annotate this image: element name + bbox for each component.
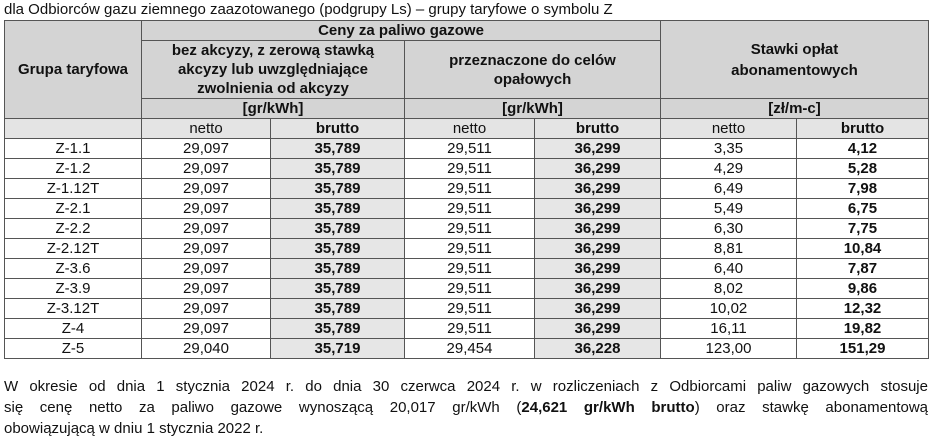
cell-netto: 29,511 — [405, 139, 535, 159]
cell-netto: 8,81 — [661, 239, 797, 259]
cell-netto: 29,511 — [405, 299, 535, 319]
cell-brutto: 36,228 — [535, 339, 661, 359]
cell-netto: 8,02 — [661, 279, 797, 299]
cell-netto: 29,511 — [405, 179, 535, 199]
cell-netto: 5,49 — [661, 199, 797, 219]
cell-brutto: 35,719 — [271, 339, 405, 359]
cell-netto: 29,097 — [142, 179, 271, 199]
footer-line-2-start: się cenę netto za paliwo gazowe wynoszącą 20,017 gr/kWh ( — [4, 399, 522, 416]
cell-brutto: 36,299 — [535, 239, 661, 259]
unit-gr-kwh-heating: [gr/kWh] — [405, 99, 661, 119]
cell-group: Z-1.12T — [5, 179, 142, 199]
cell-brutto: 35,789 — [271, 299, 405, 319]
cell-netto: 29,511 — [405, 319, 535, 339]
cell-netto: 29,511 — [405, 239, 535, 259]
footer-line-1: W okresie od dnia 1 stycznia 2024 r. do dnia 30 czerwca 2024 r. w rozliczeniach z Odbiorcami paliw gazowych stosuje — [4, 378, 928, 395]
table-row — [5, 259, 929, 279]
header-empty — [5, 119, 142, 139]
cell-group: Z-3.9 — [5, 279, 142, 299]
cell-netto: 6,30 — [661, 219, 797, 239]
cell-brutto: 12,32 — [797, 299, 929, 319]
cell-group: Z-2.2 — [5, 219, 142, 239]
table-row — [5, 139, 929, 159]
table-row — [5, 299, 929, 319]
cell-brutto: 36,299 — [535, 179, 661, 199]
table-caption: dla Odbiorców gazu ziemnego zaazotowanego (podgrupy Ls) – grupy taryfowe o symbolu Z — [4, 1, 613, 18]
table-row — [5, 279, 929, 299]
cell-brutto: 36,299 — [535, 159, 661, 179]
cell-group: Z-5 — [5, 339, 142, 359]
cell-brutto: 36,299 — [535, 139, 661, 159]
cell-group: Z-2.12T — [5, 239, 142, 259]
label-netto: netto — [405, 119, 535, 139]
cell-brutto: 10,84 — [797, 239, 929, 259]
cell-netto: 29,511 — [405, 199, 535, 219]
cell-netto: 123,00 — [661, 339, 797, 359]
header-fuel-prices: Ceny za paliwo gazowe — [142, 21, 661, 41]
cell-netto: 6,40 — [661, 259, 797, 279]
cell-brutto: 19,82 — [797, 319, 929, 339]
cell-netto: 29,097 — [142, 199, 271, 219]
cell-netto: 29,511 — [405, 219, 535, 239]
table-row — [5, 199, 929, 219]
cell-brutto: 36,299 — [535, 259, 661, 279]
cell-brutto: 35,789 — [271, 239, 405, 259]
cell-netto: 16,11 — [661, 319, 797, 339]
cell-netto: 29,511 — [405, 279, 535, 299]
cell-netto: 29,097 — [142, 159, 271, 179]
cell-brutto: 9,86 — [797, 279, 929, 299]
cell-group: Z-2.1 — [5, 199, 142, 219]
cell-netto: 3,35 — [661, 139, 797, 159]
cell-group: Z-3.12T — [5, 299, 142, 319]
cell-brutto: 36,299 — [535, 219, 661, 239]
table-row — [5, 339, 929, 359]
unit-zl-month: [zł/m-c] — [661, 99, 929, 119]
cell-brutto: 7,75 — [797, 219, 929, 239]
unit-gr-kwh: [gr/kWh] — [142, 99, 405, 119]
footer-gross-price: 24,621 gr/kWh brutto — [521, 399, 695, 416]
cell-brutto: 6,75 — [797, 199, 929, 219]
cell-netto: 29,097 — [142, 259, 271, 279]
label-netto: netto — [661, 119, 797, 139]
cell-netto: 29,097 — [142, 139, 271, 159]
header-heating: przeznaczone do celów opałowych — [405, 41, 661, 99]
cell-brutto: 36,299 — [535, 279, 661, 299]
cell-brutto: 36,299 — [535, 299, 661, 319]
cell-brutto: 35,789 — [271, 179, 405, 199]
cell-netto: 29,511 — [405, 259, 535, 279]
cell-brutto: 4,12 — [797, 139, 929, 159]
footer-line-2-end: ) oraz stawkę abonamentową — [694, 399, 929, 416]
footer-note — [4, 376, 928, 439]
cell-netto: 29,040 — [142, 339, 271, 359]
table-row — [5, 239, 929, 259]
header-subscription: Stawki opłat abonamentowych — [661, 21, 929, 99]
header-group: Grupa taryfowa — [5, 21, 142, 119]
cell-netto: 29,097 — [142, 219, 271, 239]
cell-brutto: 35,789 — [271, 259, 405, 279]
cell-netto: 10,02 — [661, 299, 797, 319]
label-brutto: brutto — [797, 119, 929, 139]
tariff-table — [4, 20, 929, 359]
cell-brutto: 5,28 — [797, 159, 929, 179]
cell-brutto: 35,789 — [271, 199, 405, 219]
table-row — [5, 179, 929, 199]
cell-brutto: 151,29 — [797, 339, 929, 359]
table-row — [5, 219, 929, 239]
cell-group: Z-4 — [5, 319, 142, 339]
footer-line-3: obowiązującą w dniu 1 stycznia 2022 r. — [4, 420, 264, 437]
table-row — [5, 159, 929, 179]
cell-brutto: 35,789 — [271, 319, 405, 339]
cell-netto: 29,097 — [142, 279, 271, 299]
cell-group: Z-1.1 — [5, 139, 142, 159]
cell-brutto: 7,87 — [797, 259, 929, 279]
cell-brutto: 35,789 — [271, 159, 405, 179]
cell-brutto: 7,98 — [797, 179, 929, 199]
cell-brutto: 35,789 — [271, 219, 405, 239]
cell-netto: 29,454 — [405, 339, 535, 359]
cell-brutto: 36,299 — [535, 199, 661, 219]
cell-netto: 29,097 — [142, 239, 271, 259]
cell-group: Z-1.2 — [5, 159, 142, 179]
label-netto: netto — [142, 119, 271, 139]
cell-group: Z-3.6 — [5, 259, 142, 279]
table-row — [5, 319, 929, 339]
cell-netto: 6,49 — [661, 179, 797, 199]
label-brutto: brutto — [535, 119, 661, 139]
cell-netto: 29,097 — [142, 319, 271, 339]
cell-netto: 29,097 — [142, 299, 271, 319]
label-brutto: brutto — [271, 119, 405, 139]
cell-brutto: 35,789 — [271, 139, 405, 159]
footer-line-2 — [4, 397, 928, 418]
cell-brutto: 36,299 — [535, 319, 661, 339]
cell-netto: 29,511 — [405, 159, 535, 179]
cell-netto: 4,29 — [661, 159, 797, 179]
header-excise-free: bez akcyzy, z zerową stawką akcyzy lub uwzględniające zwolnienia od akcyzy — [142, 41, 405, 99]
cell-brutto: 35,789 — [271, 279, 405, 299]
